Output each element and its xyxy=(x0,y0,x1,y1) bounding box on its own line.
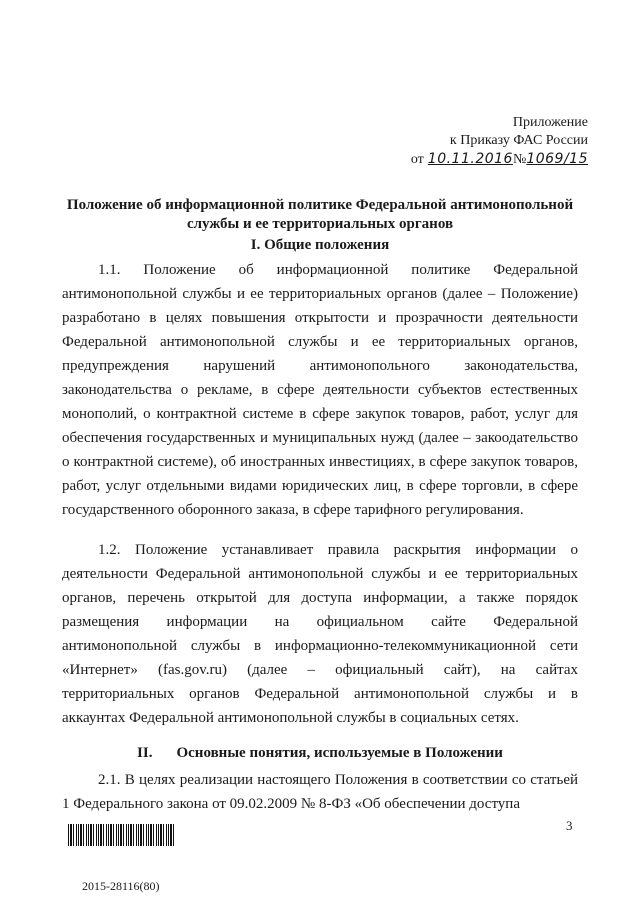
appendix-date-line xyxy=(411,150,588,169)
document-title: Положение об информационной политике Федеральной антимонопольной службы и ее территориальных органов xyxy=(66,197,574,232)
appendix-header xyxy=(411,114,588,169)
appendix-order-ref: к Приказу ФАС России xyxy=(449,133,588,148)
handwritten-order-number: 1069/15 xyxy=(526,151,588,167)
date-prefix: от xyxy=(410,152,424,167)
paragraph-1-2: 1.2. Положение устанавливает правила раскрытия информации о деятельности Федеральной антимонопольной службы и ее территориальных органов, перечень открытой для доступа информации, а также порядок размещения информации на официальном сайте Федеральной антимонопольной службы в информационно-телекоммуникационной сети «Интернет» (fas.gov.ru) (далее – официальный сайт), на сайтах территориальных органов Федеральной антимонопольной службы и в аккаунтах Федеральной антимонопольной службы в социальных сетях. xyxy=(62,542,578,726)
handwritten-date: 10.11.2016 xyxy=(427,151,513,167)
appendix-label: Приложение xyxy=(512,115,588,130)
section-2-title xyxy=(62,744,578,763)
section-2-number: II. xyxy=(137,745,153,761)
section-2-heading: Основные понятия, используемые в Положении xyxy=(176,745,503,761)
paragraph-1-1: 1.1. Положение об информационной политике Федеральной антимонопольной службы и ее территориальных органов (далее – Положение) разработано в целях повышения открытости и прозрачности деятельности Федеральной антимонопольной службы и ее территориальных органов, предупреждения нарушений антимонопольного законодательства, законодательства о рекламе, в сфере деятельности субъектов естественных монополий, о контрактной системе в сфере закупок товаров, работ, услуг для обеспечения государственных и муниципальных нужд (далее – закоодательство о контрактной системе), об иностранных инвестициях, в сфере закупок товаров, работ, услуг отдельными видами юридических лиц, в сфере торговли, в сфере государственного оборонного заказа, в сфере тарифного регулирования. xyxy=(62,262,578,518)
paragraph-2-1: 2.1. В целях реализации настоящего Положения в соответствии со статьей 1 Федерального закона от 09.02.2009 № 8-ФЗ «Об обеспечении доступа xyxy=(62,772,578,812)
number-sign: № xyxy=(512,152,527,167)
page-number: 3 xyxy=(566,818,573,833)
document-code: 2015-28116(80) xyxy=(82,879,160,893)
section-1-title: I. Общие положения xyxy=(250,237,390,253)
barcode-image xyxy=(68,824,176,846)
